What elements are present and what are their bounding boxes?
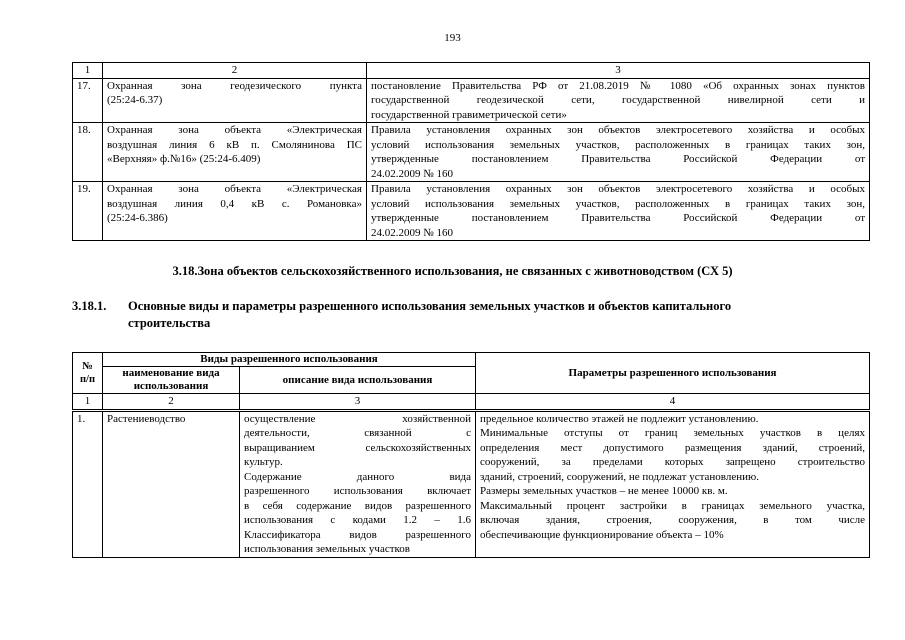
text-line: условий использования земельных участков, расположенных в границах таких зон, xyxy=(371,197,865,210)
legal-doc-cell xyxy=(367,123,870,182)
text-line: постановление Правительства РФ от 21.08.2019 № 1080 «Об охранных зонах пунктов xyxy=(371,79,865,92)
zone-name-cell xyxy=(103,123,367,182)
table-row xyxy=(73,78,870,123)
header-cell: 3 xyxy=(367,63,870,79)
text-line: культур. xyxy=(244,456,283,468)
text-line: Охранная зона объекта «Электрическая xyxy=(107,124,362,136)
page-number: 193 xyxy=(444,32,461,44)
text-line: утвержденные постановлением Правительства Российской Федерации от xyxy=(371,212,865,224)
text-line: Правила установления охранных зон объектов электросетевого хозяйства и особых xyxy=(371,183,865,195)
text-line: «Верхняя» ф.№16» (25:24-6.409) xyxy=(107,153,261,165)
protection-zones-table xyxy=(72,62,870,241)
use-type-description xyxy=(240,410,476,557)
text-line: определения мест допустимого размещения зданий, строений, xyxy=(480,441,866,454)
zone-name-cell xyxy=(103,182,367,241)
text-line: сооружений, за пределами которых запрещено строительство xyxy=(480,456,866,468)
text-line: условий использования земельных участков, расположенных в границах таких зон, xyxy=(371,138,865,151)
text-line: воздушная линия 6 кВ п. Смолянинова ПС xyxy=(107,138,362,151)
text-line: использования с кодами 1.2 – 1.6 xyxy=(244,514,472,526)
subsection-title-line: Основные виды и параметры разрешенного использования земельных участков и объектов капитального xyxy=(128,299,732,313)
index-cell: 3 xyxy=(240,394,476,411)
text-line: Максимальный процент застройки в границах земельного участка, xyxy=(480,499,866,512)
text-line: Размеры земельных участков – не менее 10000 кв. м. xyxy=(480,485,728,497)
section-title: 3.18.Зона объектов сельскохозяйственного использования, не связанных с животноводством (СХ 5) xyxy=(172,264,733,278)
type-desc-header: описание вида использования xyxy=(240,367,476,394)
index-cell: 4 xyxy=(476,394,870,411)
text-line: обеспечивающие функционирование объекта – 10% xyxy=(480,528,724,541)
text-line: деятельности, связанной с xyxy=(244,427,472,439)
text-line: выращиванием сельскохозяйственных xyxy=(244,441,472,454)
permitted-use-table xyxy=(72,352,870,558)
legal-doc-cell xyxy=(367,182,870,241)
row-number: 1. xyxy=(73,410,103,557)
table-header-row xyxy=(73,353,870,367)
text-line: включая здания, строения, сооружения, в том числе xyxy=(480,514,866,526)
text-line: Классификатора видов разрешенного xyxy=(244,528,472,541)
text-line: зданий, строений, сооружений, не подлежат установлению. xyxy=(480,470,759,483)
use-parameters xyxy=(476,410,870,557)
row-number: 17. xyxy=(73,78,103,123)
header-cell: 2 xyxy=(103,63,367,79)
text-line: (25:24-6.37) xyxy=(107,94,163,106)
text-line: 24.02.2009 № 160 xyxy=(371,226,453,239)
subsection-number: 3.18.1. xyxy=(72,299,107,313)
index-cell: 2 xyxy=(103,394,240,411)
row-number: 18. xyxy=(73,123,103,182)
index-row xyxy=(73,394,870,411)
params-header: Параметры разрешенного использования xyxy=(476,353,870,394)
text-line: (25:24-6.386) xyxy=(107,212,168,224)
num-header: № п/п xyxy=(73,353,103,394)
text-line: разрешенного использования включает xyxy=(244,485,472,497)
subsection-title xyxy=(72,298,872,332)
text-line: Правила установления охранных зон объектов электросетевого хозяйства и особых xyxy=(371,124,865,136)
subsection-title-line: строительства xyxy=(128,316,211,330)
text-line: в себя содержание видов разрешенного xyxy=(244,499,472,512)
type-name-header: наименование вида использования xyxy=(103,367,240,394)
header-cell: 1 xyxy=(73,63,103,79)
text-line: государственной гравиметрической сети» xyxy=(371,108,567,121)
use-type-name: Растениеводство xyxy=(103,410,240,557)
text-line: использования земельных участков xyxy=(244,543,410,555)
types-group-header: Виды разрешенного использования xyxy=(103,353,476,367)
text-line: предельное количество этажей не подлежит установлению. xyxy=(480,412,759,425)
text-line: воздушная линия 0,4 кВ с. Романовка» xyxy=(107,197,362,210)
text-line: государственной геодезической сети, государственной нивелирной сети и xyxy=(371,94,865,106)
table-row xyxy=(73,123,870,182)
text-line: утвержденные постановлением Правительства Российской Федерации от xyxy=(371,153,865,165)
text-line: Содержание данного вида xyxy=(244,470,472,483)
text-line: Охранная зона объекта «Электрическая xyxy=(107,183,362,195)
index-cell: 1 xyxy=(73,394,103,411)
text-line: Минимальные отступы от границ земельных участков в целях xyxy=(480,427,866,439)
table-row xyxy=(73,410,870,557)
text-line: 24.02.2009 № 160 xyxy=(371,167,453,180)
zone-name-cell xyxy=(103,78,367,123)
row-number: 19. xyxy=(73,182,103,241)
legal-doc-cell xyxy=(367,78,870,123)
text-line: Охранная зона геодезического пункта xyxy=(107,79,362,92)
table-row xyxy=(73,182,870,241)
table-header-row xyxy=(73,63,870,79)
text-line: осуществление хозяйственной xyxy=(244,412,472,425)
